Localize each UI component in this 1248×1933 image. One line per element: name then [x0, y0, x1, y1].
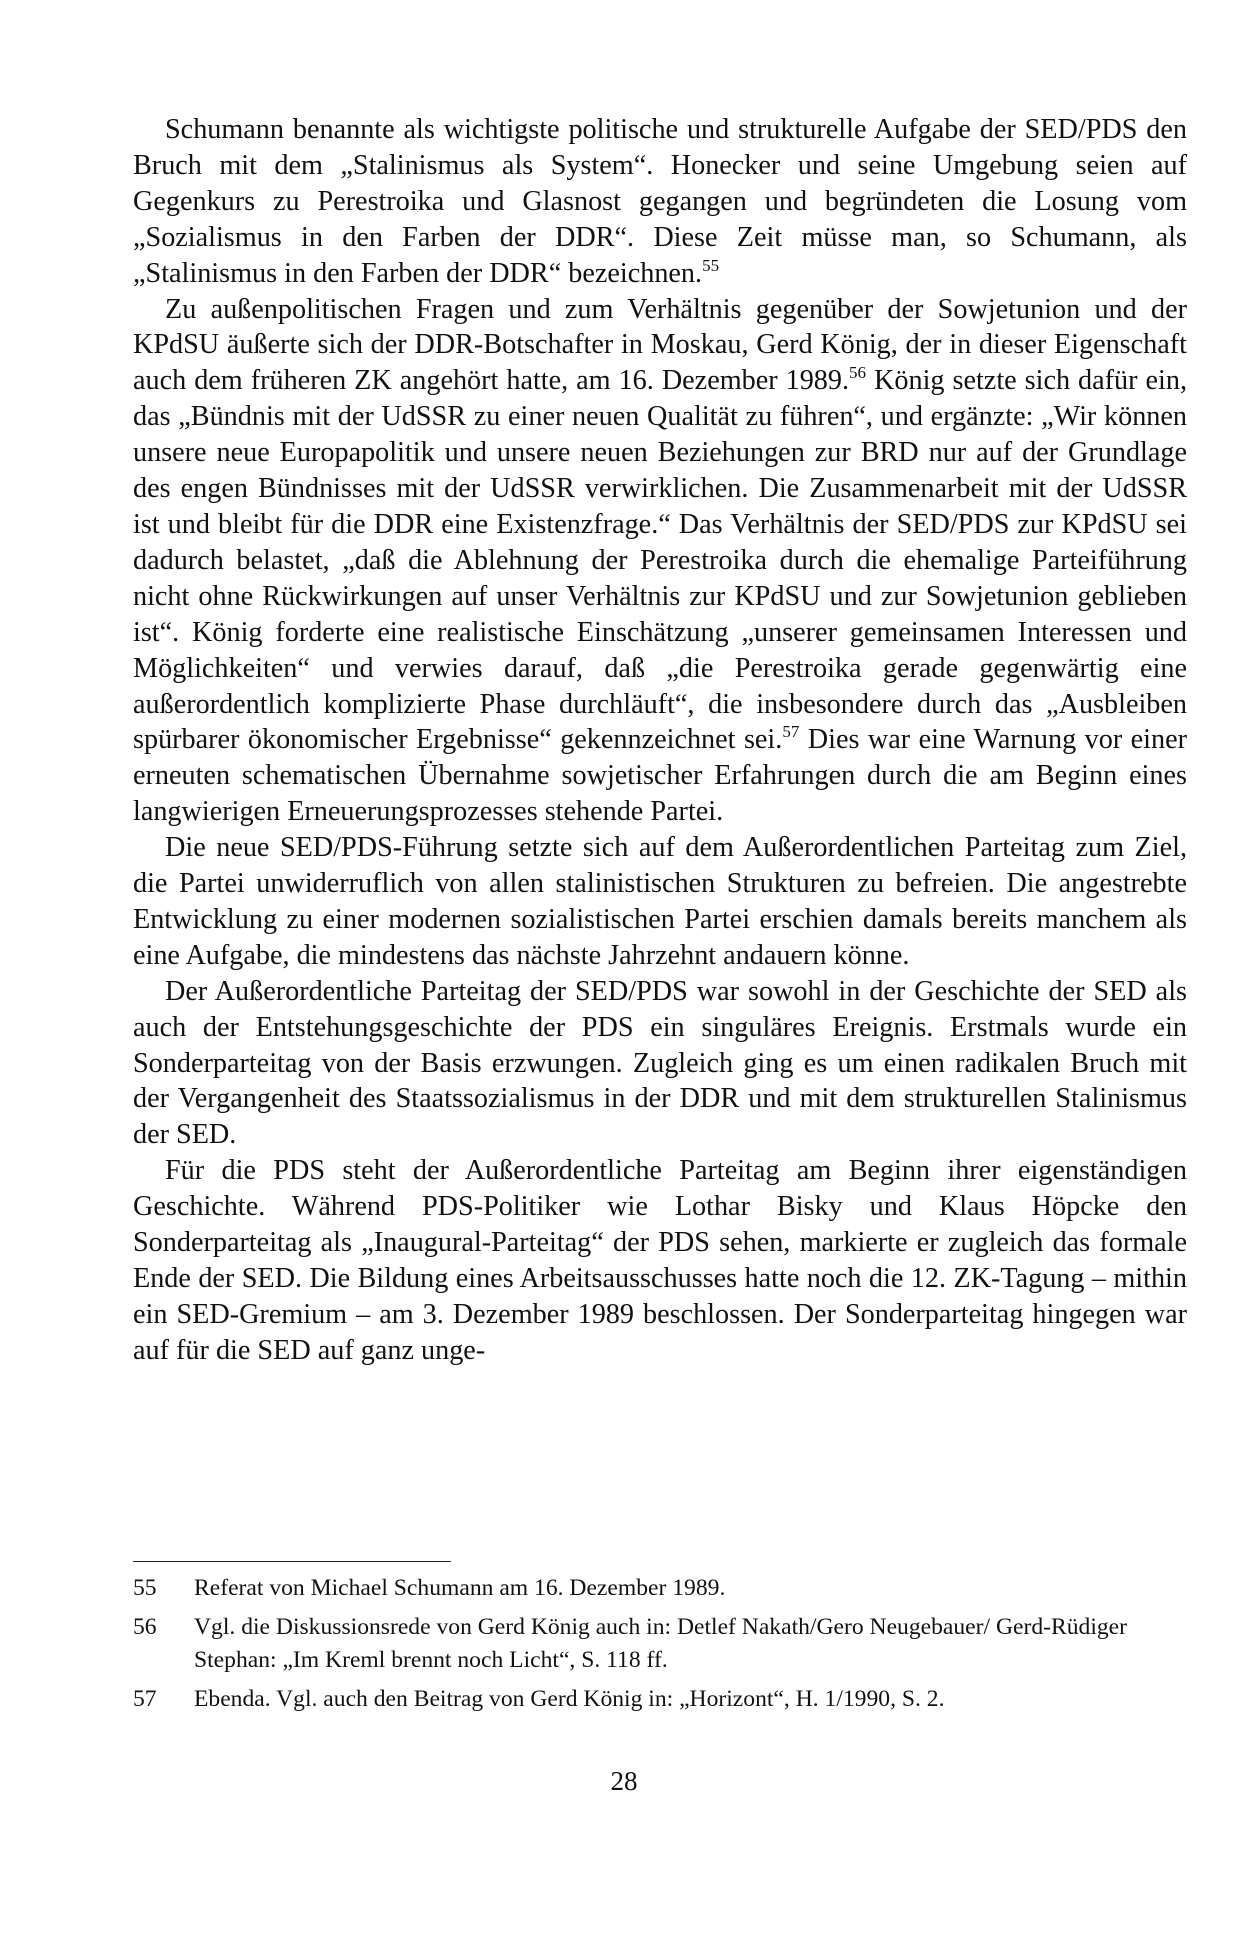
paragraph-text: Dies war eine Warnung vor einer erneuten schematischen Übernahme sowjetischer Erfahrungen durch die am Beginn eines langwierigen Erneuerungsprozesses stehende Partei.	[133, 724, 1187, 828]
footnote-text: Referat von Michael Schumann am 16. Dezember 1989.	[194, 1575, 726, 1601]
footnotes	[133, 1572, 1187, 1722]
footnote-number: 57	[133, 1686, 157, 1712]
footnote	[133, 1572, 1187, 1605]
paragraph-text: Schumann benannte als wichtigste politische und strukturelle Aufgabe der SED/PDS den Bruch mit dem „Stalinismus als System“. Honecker und seine Umgebung seien auf Gegenkurs zu Perestroika und Glasnost gegangen und begründeten die Losung vom „Sozialismus in den Farben der DDR“. Diese Zeit müsse man, so Schumann, als „Stalinismus in den Farben der DDR“ bezeichnen.	[133, 114, 1187, 289]
footnote-ref[interactable]: 56	[849, 363, 867, 383]
paragraph-text: Die neue SED/PDS-Führung setzte sich auf dem Außerordentlichen Parteitag zum Ziel, die Partei unwiderruflich von allen stalinistischen Strukturen zu befreien. Die angestrebte Entwicklung zu einer modernen sozialistischen Partei erschien damals bereits manchem als eine Aufgabe, die mindestens das nächste Jahrzehnt andauern könne.	[133, 832, 1187, 971]
paragraph	[133, 974, 1187, 1154]
footnote-text: Vgl. die Diskussionsrede von Gerd König auch in: Detlef Nakath/Gero Neugebauer/ Gerd-Rüdiger Stephan: „Im Kreml brennt noch Licht“, S. 118 ff.	[194, 1614, 1128, 1673]
footnote	[133, 1611, 1187, 1677]
footnote-number: 56	[133, 1614, 157, 1640]
paragraph-text: Der Außerordentliche Parteitag der SED/PDS war sowohl in der Geschichte der SED als auch der Entstehungsgeschichte der PDS ein singuläres Ereignis. Erstmals wurde ein Sonderparteitag von der Basis erzwungen. Zugleich ging es um einen radikalen Bruch mit der Vergangenheit des Staatssozialismus in der DDR und mit dem strukturellen Stalinismus der SED.	[133, 975, 1187, 1151]
footnote-divider	[133, 1561, 451, 1562]
footnote-number: 55	[133, 1575, 157, 1601]
paragraph	[133, 830, 1187, 974]
paragraph-text: Zu außenpolitischen Fragen und zum Verhältnis gegenüber der Sowjetunion und der KPdSU äußerte sich der DDR-Botschafter in Moskau, Gerd König, der in dieser Eigenschaft auch dem früheren ZK angehört hatte, am 16. Dezember 1989.	[133, 293, 1187, 397]
footnote	[133, 1683, 1187, 1716]
page-number: 28	[610, 1766, 638, 1796]
footnote-ref[interactable]: 55	[702, 255, 720, 275]
paragraph-text: König setzte sich dafür ein, das „Bündnis mit der UdSSR zu einer neuen Qualität zu führen“, und ergänzte: „Wir können unsere neue Europapolitik und unsere neuen Beziehungen zur BRD nur auf der Grundlage des engen Bündnisses mit der UdSSR verwirklichen. Die Zusammenarbeit mit der UdSSR ist und bleibt für die DDR eine Existenzfrage.“ Das Verhältnis der SED/PDS zur KPdSU sei dadurch belastet, „daß die Ablehnung der Perestroika durch die ehemalige Parteiführung nicht ohne Rückwirkungen auf unser Verhältnis zur KPdSU und zur Sowjetunion geblieben ist“. König forderte eine realistische Einschätzung „unserer gemeinsamen Interessen und Möglichkeiten“ und verwies darauf, daß „die Perestroika gerade gegenwärtig eine außerordentlich komplizierte Phase durchläuft“, die insbesondere durch das „Ausbleiben spürbarer ökonomischer Ergebnisse“ gekennzeichnet sei.	[133, 365, 1187, 756]
paragraph	[133, 1153, 1187, 1368]
footnote-text: Ebenda. Vgl. auch den Beitrag von Gerd König in: „Horizont“, H. 1/1990, S. 2.	[194, 1686, 945, 1712]
paragraph	[133, 112, 1187, 292]
footnote-ref[interactable]: 57	[782, 722, 800, 742]
body-text	[133, 112, 1187, 1369]
paragraph	[133, 292, 1187, 831]
paragraph-text: Für die PDS steht der Außerordentliche Parteitag am Beginn ihrer eigenständigen Geschichte. Während PDS-Politiker wie Lothar Bisky und Klaus Höpcke den Sonderparteitag als „Inaugural-Parteitag“ der PDS sehen, markierte er zugleich das formale Ende der SED. Die Bildung eines Arbeitsausschusses hatte noch die 12. ZK-Tagung – mithin ein SED-Gremium – am 3. Dezember 1989 beschlossen. Der Sonderparteitag hingegen war auf für die SED auf ganz unge-	[133, 1155, 1187, 1366]
